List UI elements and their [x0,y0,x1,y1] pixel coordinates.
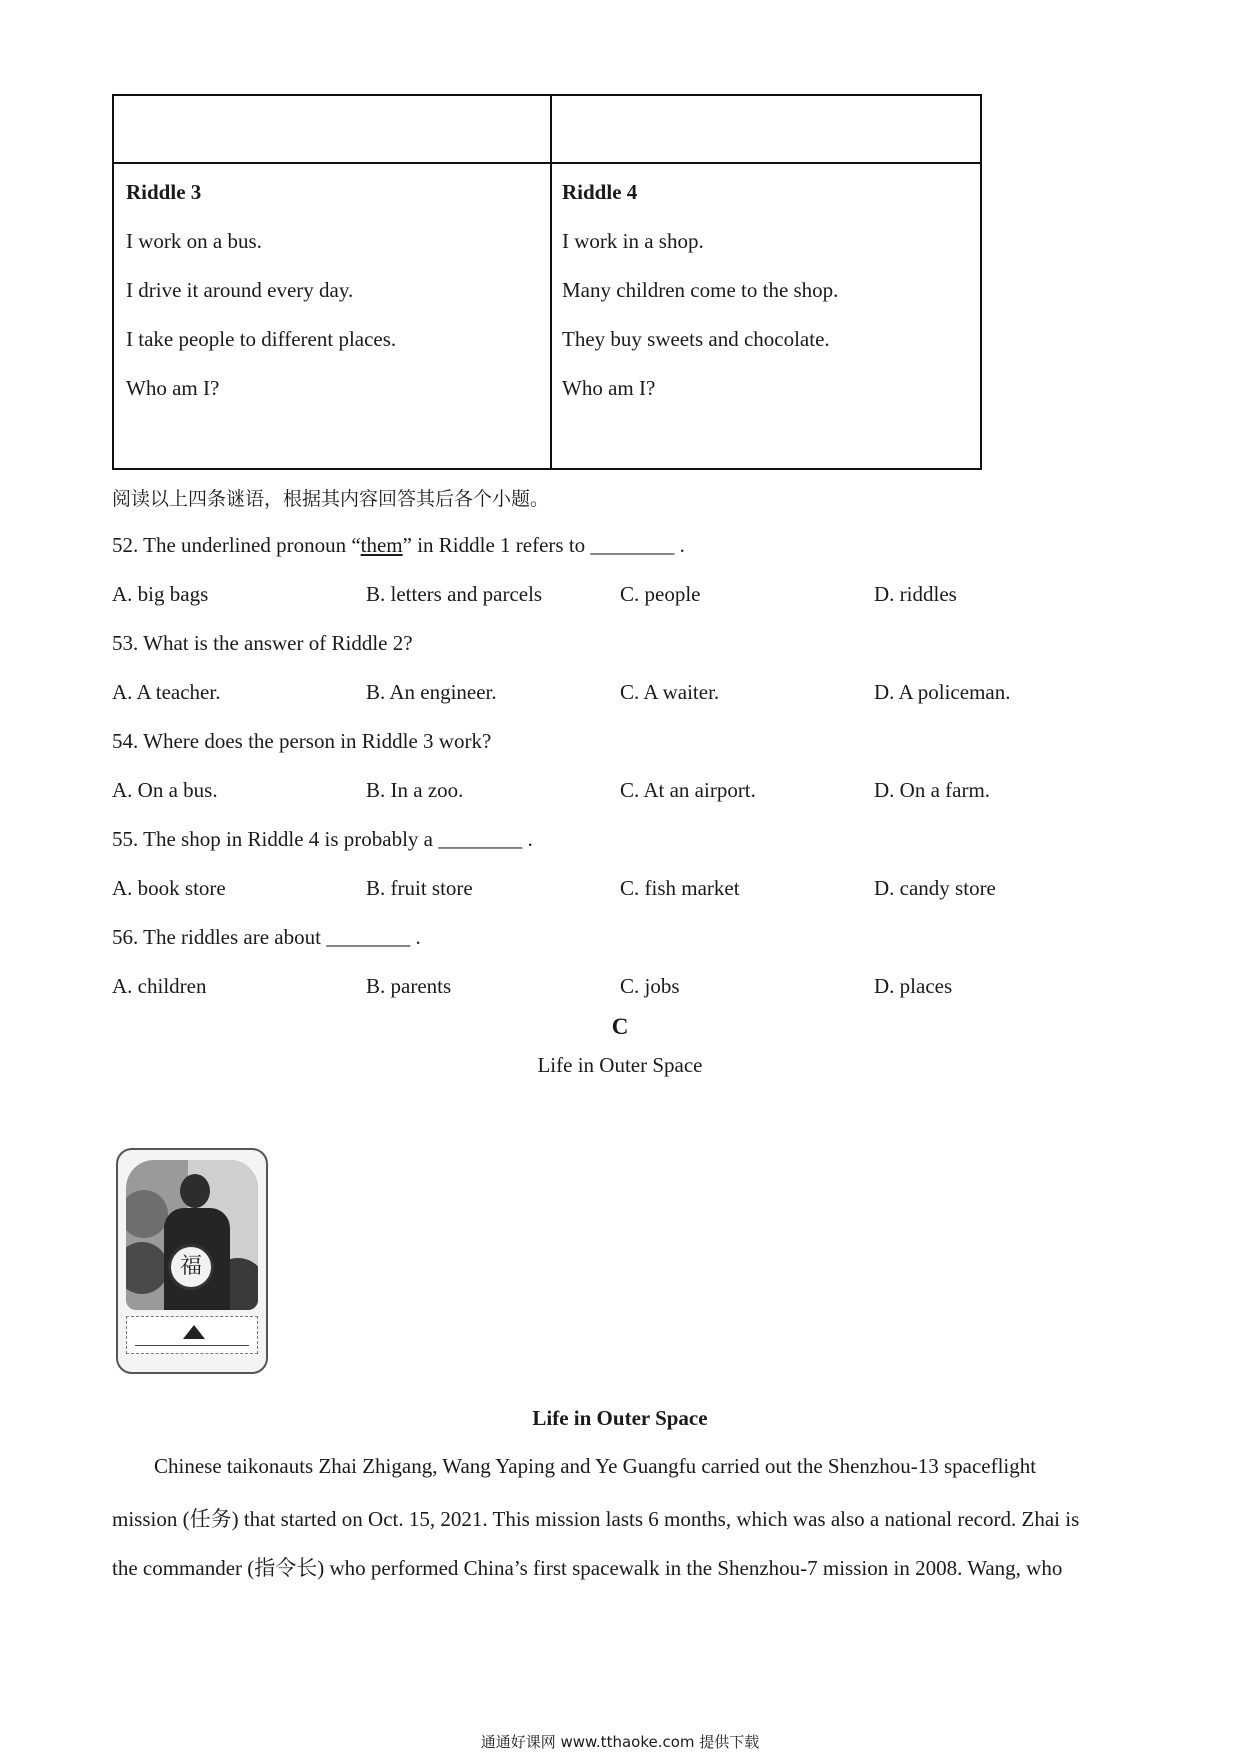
q55-option-c[interactable]: C. fish market [620,876,740,900]
q52-option-b[interactable]: B. letters and parcels [366,582,543,606]
question-54: 54. Where does the person in Riddle 3 work? [112,729,492,753]
riddle-table [112,94,982,470]
article-line-1: Chinese taikonauts Zhai Zhigang, Wang Yaping and Ye Guangfu carried out the Shenzhou-13 spaceflight [154,1454,1037,1478]
taikonaut-photo [126,1160,258,1310]
q54-option-d[interactable]: D. On a farm. [874,778,991,802]
q56-option-c[interactable]: C. jobs [620,974,680,998]
q55-option-a[interactable]: A. book store [112,876,226,900]
q54-option-c[interactable]: C. At an airport. [620,778,756,802]
q53-option-d[interactable]: D. A policeman. [874,680,1011,704]
riddle-3-title: Riddle 3 [126,180,202,204]
q55-option-d[interactable]: D. candy store [874,876,996,900]
riddle-4-line-4: Who am I? [562,376,656,400]
question-52 [112,533,685,558]
instruction-text: 阅读以上四条谜语，根据其内容回答其后各个小题。 [112,488,550,510]
q54-option-a[interactable]: A. On a bus. [112,778,218,802]
riddle-4-line-2: Many children come to the shop. [562,278,839,302]
riddle-4-line-3: They buy sweets and chocolate. [562,327,830,351]
question-52-underlined-word: them [360,533,403,557]
q56-option-a[interactable]: A. children [112,974,207,998]
question-52-prefix: 52. The underlined pronoun “ [112,533,361,557]
article-line-3: the commander (指令长) who performed China’s first spacewalk in the Shenzhou-7 mission in 2008. Wang, who [112,1556,1063,1580]
riddle-4-title: Riddle 4 [562,180,638,204]
q52-option-a[interactable]: A. big bags [112,582,209,606]
taikonaut-photo-card [116,1148,268,1374]
riddle-table-divider [550,96,552,468]
question-53: 53. What is the answer of Riddle 2? [112,631,413,655]
question-56: 56. The riddles are about ________ . [112,925,421,949]
q56-option-d[interactable]: D. places [874,974,953,998]
article-title: Life in Outer Space [532,1406,708,1430]
riddle-3-line-4: Who am I? [126,376,220,400]
q54-option-b[interactable]: B. In a zoo. [366,778,464,802]
q52-option-d[interactable]: D. riddles [874,582,957,606]
article-line-2: mission (任务) that started on Oct. 15, 2021. This mission lasts 6 months, which was also a national record. Zhai is [112,1507,1080,1531]
question-52-suffix: ” in Riddle 1 refers to ________ . [402,533,685,557]
riddle-table-top-row [114,96,980,164]
q53-option-b[interactable]: B. An engineer. [366,680,497,704]
riddle-3-line-1: I work on a bus. [126,229,262,253]
page-footer: 通通好课网 www.tthaoke.com 提供下载 [480,1733,760,1751]
q56-option-b[interactable]: B. parents [366,974,452,998]
q55-option-b[interactable]: B. fruit store [366,876,473,900]
section-subtitle: Life in Outer Space [537,1053,703,1077]
riddle-3-line-3: I take people to different places. [126,327,397,351]
section-letter: C [611,1014,629,1039]
riddle-3-line-2: I drive it around every day. [126,278,354,302]
q53-option-c[interactable]: C. A waiter. [620,680,720,704]
riddle-4-line-1: I work in a shop. [562,229,704,253]
caption-box [126,1316,258,1354]
triangle-icon [183,1325,205,1339]
q53-option-a[interactable]: A. A teacher. [112,680,221,704]
q52-option-c[interactable]: C. people [620,582,701,606]
fu-plate: 福 [168,1244,214,1290]
question-55: 55. The shop in Riddle 4 is probably a ________ . [112,827,533,851]
